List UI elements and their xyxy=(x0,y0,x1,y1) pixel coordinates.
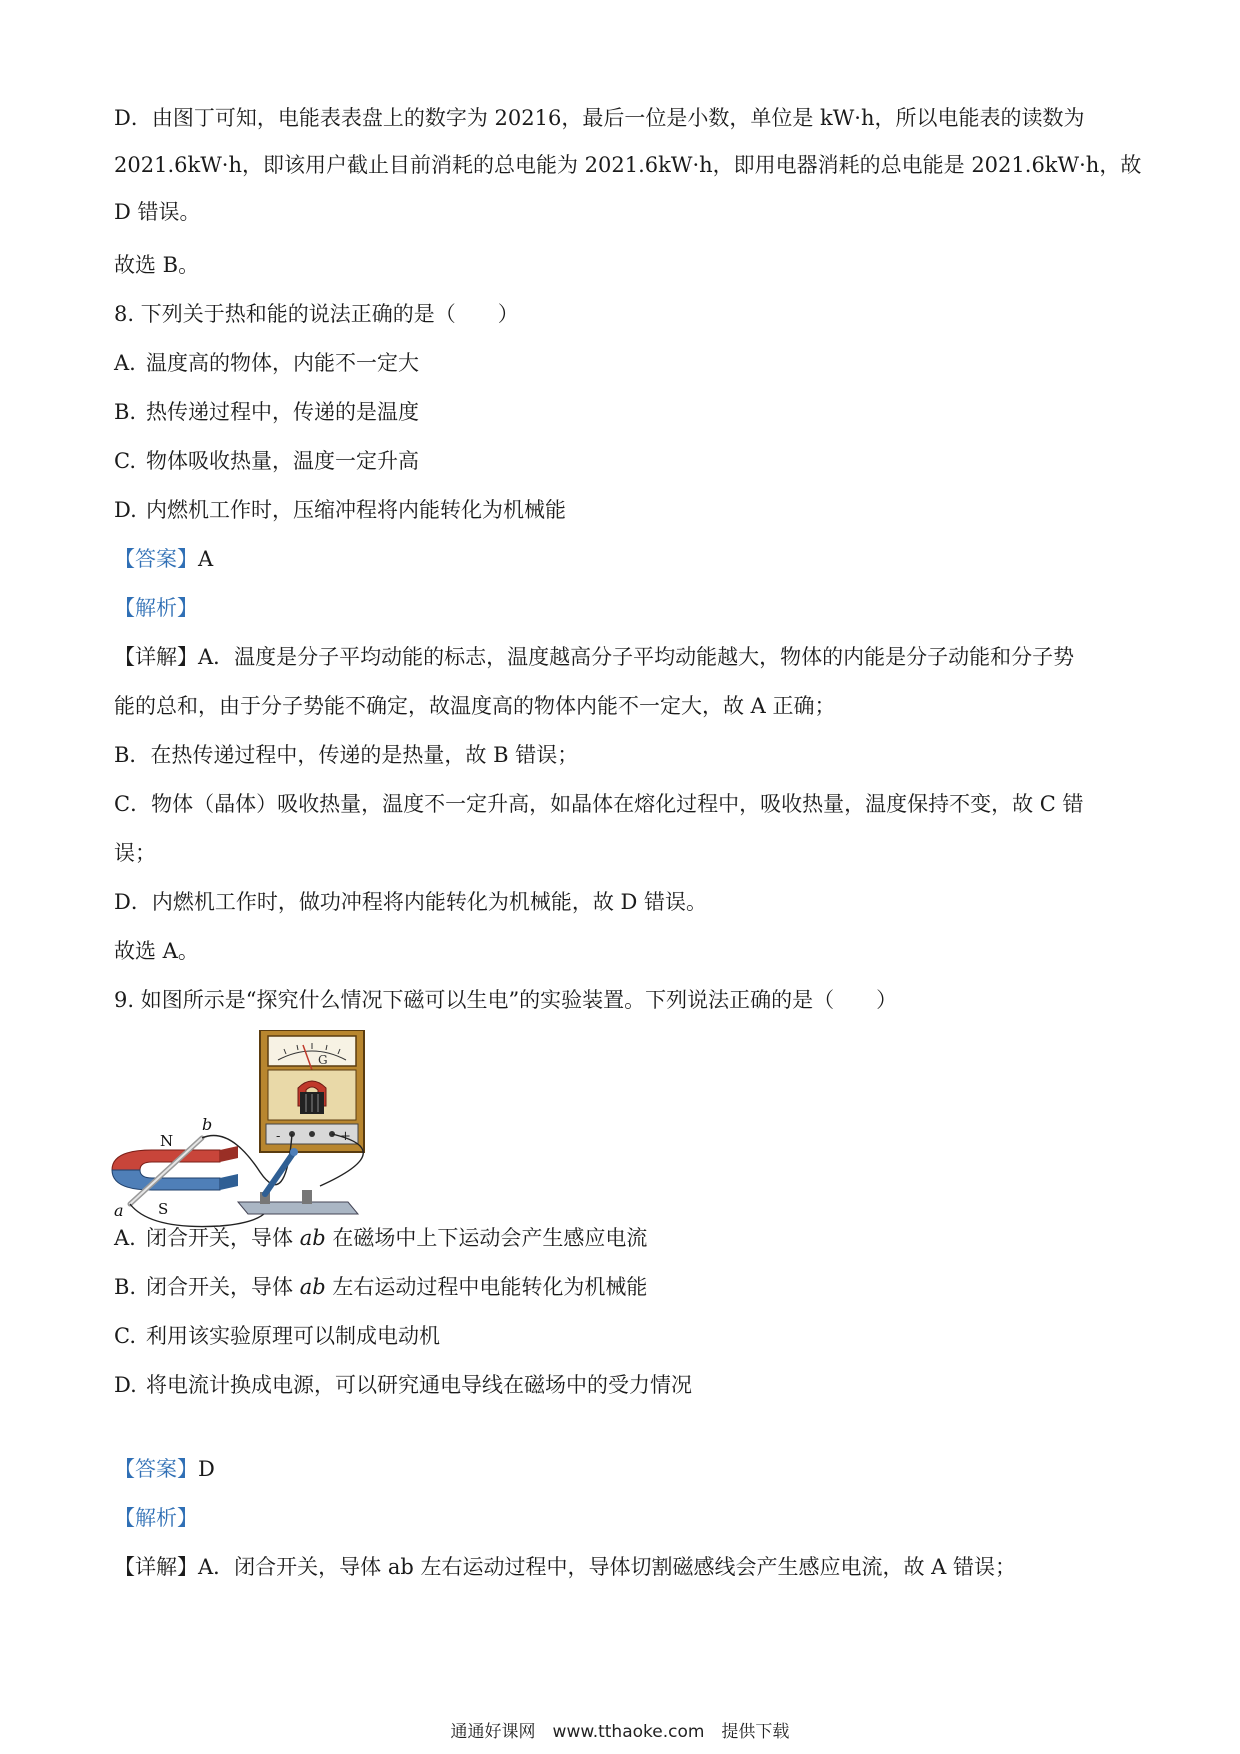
q8-answer xyxy=(114,545,213,573)
option-label: B. xyxy=(114,1275,137,1299)
answer-tag: 【答案】 xyxy=(114,1457,198,1481)
switch xyxy=(238,1148,358,1214)
electromagnetic-induction-apparatus xyxy=(110,1030,410,1240)
answer-tag: 【答案】 xyxy=(114,547,198,571)
q8-choice: 故选 A。 xyxy=(114,939,199,963)
q8-option-b xyxy=(114,398,419,426)
detail-tag: 【详解】 xyxy=(114,1555,198,1579)
south-pole-label: S xyxy=(158,1200,169,1218)
option-label: C. xyxy=(114,449,136,473)
q8-detail-line-3: B．在热传递过程中，传递的是热量，故 B 错误； xyxy=(114,743,579,767)
q8-option-a xyxy=(114,349,419,377)
plus-terminal-label: + xyxy=(340,1129,351,1144)
q9-answer xyxy=(114,1455,215,1483)
q8-analysis xyxy=(114,594,198,622)
q9-option-d xyxy=(114,1371,692,1399)
option-label: A. xyxy=(114,351,136,375)
page-footer: 通通好课网 www.tthaoke.com 提供下载 xyxy=(450,1722,790,1742)
q9-option-c xyxy=(114,1322,440,1350)
q8-detail-line-1 xyxy=(114,643,1074,671)
q8-detail-line-5: 误； xyxy=(114,841,156,865)
q8-detail-line-6: D．内燃机工作时，做功冲程将内能转化为机械能，故 D 错误。 xyxy=(114,890,708,914)
galvanometer-label: G xyxy=(318,1053,328,1067)
q7-d-line-3: D 错误。 xyxy=(114,200,201,224)
answer-value: D xyxy=(198,1457,215,1481)
option-text-rest: 左右运动过程中电能转化为机械能 xyxy=(325,1275,648,1299)
option-label: D. xyxy=(114,1373,137,1397)
q8-option-d xyxy=(114,496,566,524)
end-a-label: a xyxy=(114,1201,124,1220)
option-variable: ab xyxy=(299,1275,326,1299)
option-variable: ab xyxy=(299,1226,326,1250)
option-text: 物体吸收热量，温度一定升高 xyxy=(146,449,419,473)
end-b-label: b xyxy=(202,1115,213,1134)
q7-d-line-2: 2021.6kW·h，即该用户截止目前消耗的总电能为 2021.6kW·h，即用电器消耗的总电能是 2021.6kW·h，故 xyxy=(114,153,1142,177)
galvanometer xyxy=(260,1030,364,1152)
option-text: 将电流计换成电源，可以研究通电导线在磁场中的受力情况 xyxy=(146,1373,692,1397)
option-label: A. xyxy=(114,1226,136,1250)
option-text: 内燃机工作时，压缩冲程将内能转化为机械能 xyxy=(146,498,566,522)
q9-option-a xyxy=(114,1224,647,1252)
detail-tag: 【详解】 xyxy=(114,645,198,669)
option-text-rest: 在磁场中上下运动会产生感应电流 xyxy=(325,1226,648,1250)
option-text: 利用该实验原理可以制成电动机 xyxy=(146,1324,440,1348)
option-text: 温度高的物体，内能不一定大 xyxy=(146,351,419,375)
q8-detail-line-4: C．物体（晶体）吸收热量，温度不一定升高，如晶体在熔化过程中，吸收热量，温度保持不变，故 C 错 xyxy=(114,792,1084,816)
analysis-tag: 【解析】 xyxy=(114,596,198,620)
option-text: 热传递过程中，传递的是温度 xyxy=(146,400,419,424)
q9-option-b xyxy=(114,1273,647,1301)
q8-stem: 8. 下列关于热和能的说法正确的是（ ） xyxy=(114,302,519,326)
option-text: 闭合开关，导体 xyxy=(146,1275,300,1299)
q7-choice: 故选 B。 xyxy=(114,253,200,277)
minus-terminal-label: - xyxy=(276,1129,281,1144)
q8-option-c xyxy=(114,447,419,475)
q9-analysis xyxy=(114,1504,198,1532)
option-label: B. xyxy=(114,400,137,424)
answer-value: A xyxy=(198,547,214,571)
q8-detail-line-2: 能的总和，由于分子势能不确定，故温度高的物体内能不一定大，故 A 正确； xyxy=(114,694,836,718)
q9-detail-line-1 xyxy=(114,1553,1016,1581)
option-label: D. xyxy=(114,498,137,522)
detail-text: A．温度是分子平均动能的标志，温度越高分子平均动能越大，物体的内能是分子动能和分子势 xyxy=(198,645,1075,669)
north-pole-label: N xyxy=(160,1132,174,1150)
option-text: 闭合开关，导体 xyxy=(146,1226,300,1250)
analysis-tag: 【解析】 xyxy=(114,1506,198,1530)
q9-figure xyxy=(110,1030,410,1244)
q9-stem: 9. 如图所示是“探究什么情况下磁可以生电”的实验装置。下列说法正确的是（ ） xyxy=(114,988,898,1012)
detail-text: A．闭合开关，导体 ab 左右运动过程中，导体切割磁感线会产生感应电流，故 A 错误； xyxy=(198,1555,1016,1579)
q7-d-line-1: D．由图丁可知，电能表表盘上的数字为 20216，最后一位是小数，单位是 kW·h，所以电能表的读数为 xyxy=(114,106,1085,130)
option-label: C. xyxy=(114,1324,136,1348)
